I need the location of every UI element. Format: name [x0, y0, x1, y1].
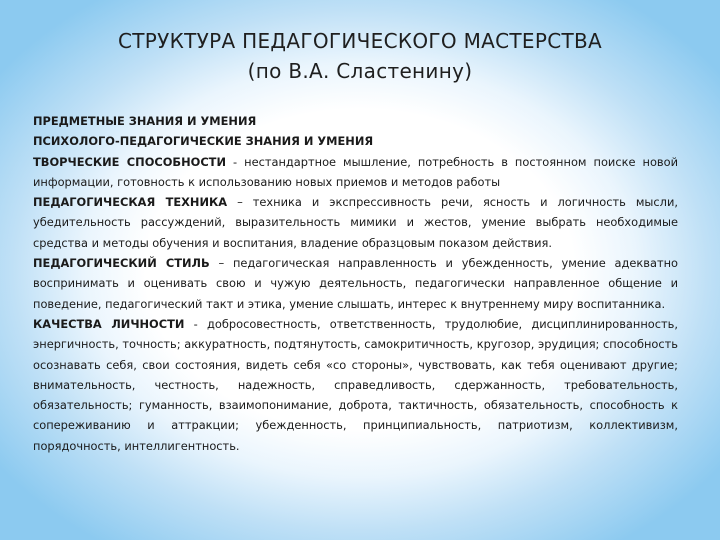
item-description: - нестандартное мышление, потребность в постоянном поиске новой информации, готовность к использованию новых приемов и методов работы — [33, 154, 678, 189]
list-item-psych-ped-knowledge — [33, 131, 678, 151]
item-term: ПСИХОЛОГО-ПЕДАГОГИЧЕСКИЕ ЗНАНИЯ И УМЕНИЯ — [33, 134, 374, 149]
item-description: - добросовестность, ответственность, трудолюбие, дисциплинированность, энергичность, точность; аккуратность, подтянутость, самокритичность, кругозор, эрудиция; способность осознавать себя, свои состояния, видеть себя «со стороны», чувствовать, как тебя оценивают другие; внимательность, честность, надежность, справедливость, сдержанность, требовательность, обязательность; гуманность, взаимопонимание, доброта, тактичность, обязательность, способность к сопереживанию и аттракции; убежденность, принципиальность, патриотизм, коллективизм, порядочность, интеллигентность. — [33, 316, 679, 453]
item-term: ПРЕДМЕТНЫЕ ЗНАНИЯ И УМЕНИЯ — [33, 114, 257, 128]
list-item-subject-knowledge — [33, 111, 678, 131]
title-line-1: СТРУКТУРА ПЕДАГОГИЧЕСКОГО МАСТЕРСТВА — [118, 29, 602, 53]
list-item-creative-abilities — [33, 152, 678, 193]
title-line-2: (по В.А. Сластенину) — [247, 59, 473, 83]
content-list — [33, 111, 678, 456]
item-term: КАЧЕСТВА ЛИЧНОСТИ — [33, 316, 185, 331]
item-description: – техника и экспрессивность речи, ясность и логичность мысли, убедительность рассуждений, выразительность мимики и жестов, умение выбрать необходимые средства и методы обучения и воспитания, владение образцовым показом действия. — [33, 195, 678, 250]
item-term: ПЕДАГОГИЧЕСКАЯ ТЕХНИКА — [33, 195, 228, 210]
item-description: – педагогическая направленность и убежденность, умение адекватно воспринимать и оценивать свою и чужую деятельность, педагогически направленное общение и поведение, педагогический такт и этика, умение слышать, интерес к внутреннему миру воспитанника. — [33, 256, 679, 311]
list-item-pedagogical-technique — [33, 192, 678, 253]
item-term: ПЕДАГОГИЧЕСКИЙ СТИЛЬ — [33, 256, 210, 271]
list-item-pedagogical-style — [33, 253, 678, 314]
item-term: ТВОРЧЕСКИЕ СПОСОБНОСТИ — [33, 154, 226, 169]
slide-title — [40, 26, 680, 86]
list-item-personal-qualities — [33, 314, 678, 456]
